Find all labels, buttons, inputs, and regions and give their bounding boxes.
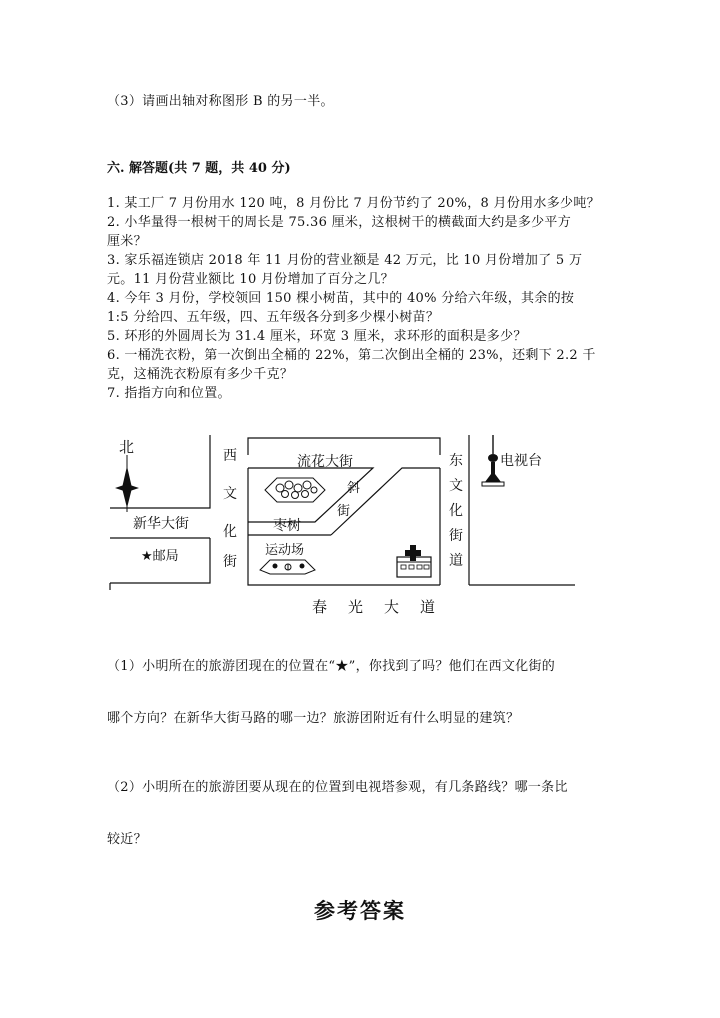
problem-line: 7. 指指方向和位置。 — [107, 386, 231, 401]
problem-line: 4. 今年 3 月份，学校领回 150 棵小树苗，其中的 40% 分给六年级，其余的按 — [107, 291, 575, 306]
west-culture-street-char: 西 — [223, 448, 237, 464]
question-line: （2）小明所在的旅游团要从现在的位置到电视塔参观，有几条路线？哪一条比 — [107, 780, 568, 795]
road-line — [331, 468, 440, 535]
road-line — [248, 438, 440, 455]
problem-line: 5. 环形的外圆周长为 31.4 厘米，环宽 3 厘米，求环形的面积是多少？ — [107, 329, 527, 344]
problem-line: 1. 某工厂 7 月份用水 120 吨，8 月份比 7 月份节约了 20%，8 月份用水多少吨？ — [107, 196, 600, 211]
section-heading: 六. 解答题(共 7 题，共 40 分) — [107, 161, 291, 176]
west-culture-street-char: 街 — [223, 554, 237, 570]
west-culture-street-char: 文 — [223, 486, 237, 502]
hospital-icon — [397, 545, 431, 577]
tv-tower-label: 电视台 — [500, 453, 542, 469]
problem-line: 厘米？ — [107, 234, 147, 249]
north-label: 北 — [119, 438, 135, 456]
diagonal-street-char: 街 — [337, 504, 351, 519]
east-culture-street-char: 文 — [449, 478, 463, 494]
diagonal-street-char: 斜 — [347, 481, 361, 496]
liuhua-street-label: 流花大街 — [297, 454, 353, 470]
problem-line: 3. 家乐福连锁店 2018 年 11 月份的营业额是 42 万元，比 10 月份增加了 5 万 — [107, 253, 583, 268]
xinhua-street-label: 新华大街 — [133, 516, 189, 532]
flower-bed-icon — [265, 478, 325, 502]
chunguang-avenue-char: 大 — [384, 598, 400, 616]
question-line: 较近？ — [107, 832, 147, 847]
chunguang-avenue-char: 光 — [348, 598, 364, 616]
problem-line: 2. 小华量得一根树干的周长是 75.36 厘米，这根树干的横截面大约是多少平方 — [107, 215, 572, 230]
east-culture-street-char: 化 — [449, 503, 463, 519]
direction-map — [105, 430, 575, 620]
problem-line: 1:5 分给四、五年级，四、五年级各分到多少棵小树苗？ — [107, 310, 440, 325]
question-line: （1）小明所在的旅游团现在的位置在“★”，你找到了吗？他们在西文化街的 — [107, 659, 556, 674]
problem-line: 6. 一桶洗衣粉，第一次倒出全桶的 22%，第二次倒出全桶的 23%，还剩下 2.2 千 — [107, 348, 596, 363]
playground-label: 运动场 — [265, 543, 305, 558]
prev-question-3: （3）请画出轴对称图形 B 的另一半。 — [107, 94, 334, 109]
chunguang-avenue-char: 春 — [312, 598, 328, 616]
west-culture-street-char: 化 — [223, 524, 237, 540]
problem-line: 元。11 月份营业额比 10 月份增加了百分之几？ — [107, 272, 394, 287]
playground-icon — [260, 560, 315, 574]
jujube-tree-label: 枣树 — [273, 518, 301, 534]
east-culture-street-char: 道 — [449, 553, 463, 569]
post-office-label: ★邮局 — [141, 549, 179, 564]
problem-line: 克，这桶洗衣粉原有多少千克？ — [107, 367, 294, 382]
east-culture-street-char: 街 — [449, 528, 463, 544]
east-culture-street-char: 东 — [449, 453, 463, 469]
compass-icon — [115, 455, 139, 512]
question-line: 哪个方向？在新华大街马路的哪一边？旅游团附近有什么明显的建筑？ — [107, 711, 520, 726]
answer-title: 参考答案 — [314, 898, 406, 923]
chunguang-avenue-char: 道 — [420, 598, 436, 616]
